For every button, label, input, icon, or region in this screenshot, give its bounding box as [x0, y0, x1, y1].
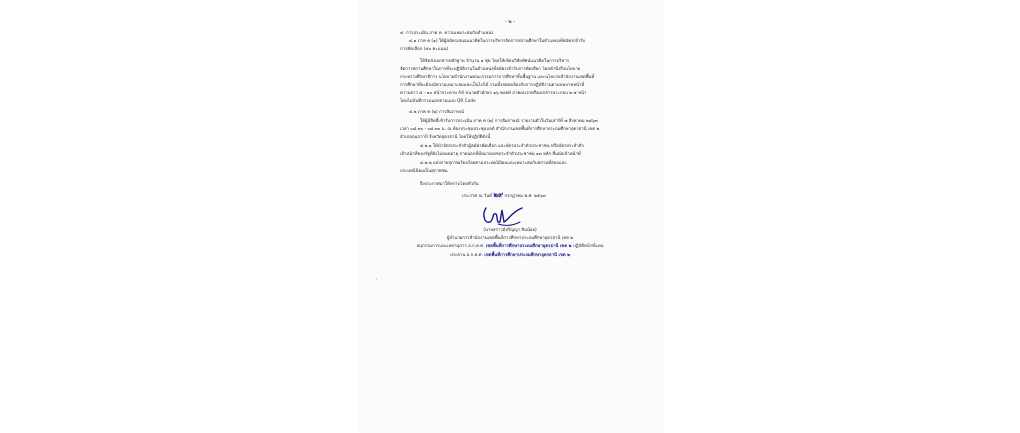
signer-title-2-suffix: ปฏิบัติหน้าที่แทน [572, 244, 604, 249]
item-4-2-1-line-a: ๔.๒.๑ ให้นำบัตรประจำตัวผู้สมัครคัดเลือก และบัตรประจำตัวประชาชน หรือบัตรประจำตัว [420, 144, 584, 149]
punch-mark: ʹ [376, 279, 378, 285]
item-4-2-1-line-b: เจ้าหน้าที่ของรัฐที่ยังไม่หมดอายุ ภายนอกที่มีหมายเลขประจำตัวประชาชน ๑๓ หลัก ยื่นต่อเจ้าหน้าที่ [400, 152, 581, 157]
signer-name: (นายสราวุธ์ปริญญา สินน้อย) [483, 228, 537, 233]
paragraph-1-line-c: กระทรวงศึกษาธิการ นโยบายสำนักงานคณะกรรมการการศึกษาขั้นพื้นฐาน และนโยบายสำนักงานเขตพื้นที่ [400, 75, 595, 80]
paragraph-1-line-d: การศึกษาที่จะต้องมีความเหมาะสมและเป็นไปได้ รวมทั้งสอดคล้องกับการปฏิบัติงานตามบทบาทหน้าที่ [400, 83, 585, 88]
page-number: - ๒ - [504, 19, 516, 25]
signer-title-3-prefix: ประธาน อ.ก.ค.ศ. [449, 253, 483, 258]
paragraph-2-line-c: อำเภอกุมภวาปี จังหวัดอุดรธานี โดยให้ปฏิบัติดังนี้ [400, 135, 491, 140]
signer-title-2 [400, 242, 620, 249]
paragraph-1-line-a: ให้จัดส่งเอกสารหลักฐาน จำนวน ๑ ชุด โดยให้เขียนวิสัยทัศน์แนวคิดในการบริหาร [420, 59, 570, 64]
item-4-2-2-line-a: ๔.๒.๒ แต่งกายสุภาพเรียบร้อยตามประเพณีนิยมและเหมาะสมกับสถานที่สอบและ [420, 161, 567, 166]
paragraph-2-line-b: เวลา ๐๘.๓๐ - ๐๘.๓๐ น. ณ ห้องประชุมประชุมบลต์ สำนักงานเขตพื้นที่การศึกษาประถมศึกษาอุดรธานี เขต ๒ [400, 127, 600, 132]
signer-title-3-main: เขตพื้นที่การศึกษาประถมศึกษาอุดรธานี เขต ๒ [484, 253, 571, 258]
signer-title-3 [410, 251, 610, 258]
date-prefix: ประกาศ ณ วันที่ [462, 194, 492, 199]
announcement-date [462, 190, 546, 201]
section-4-1-line-b: การคัดเลือก (๕๐ คะแนน) [400, 47, 449, 52]
handwritten-signature [478, 202, 526, 228]
closing-line: จึงประกาศมาให้ทราบโดยทั่วกัน [420, 182, 479, 187]
date-suffix: กรกฎาคม พ.ศ. ๒๕๖๓ [504, 194, 546, 199]
paragraph-1-line-b: จัดการสถานศึกษาในการที่จะปฏิบัติงานในตำแหน่งที่สมัครเข้ารับการคัดเลือก โดยคำนึงถึงนโยบาย [400, 67, 581, 72]
section-4-heading: ๔. การประเมิน ภาค ค. ความเหมาะสมกับตำแหน่ง [400, 31, 494, 36]
date-day: ๒๙ [493, 191, 504, 199]
signer-title-1: ผู้อำนวยการสำนักงานเขตพื้นที่การศึกษาประถมศึกษาอุดรธานี เขต ๒ [446, 236, 574, 241]
section-4-1-line-a: ๔.๑ ภาค ค (๑) ให้ผู้สมัครเสนอแนวคิดในการบริหารจัดการสถานศึกษาในตำแหน่งที่สมัครเข้ารับ [409, 39, 586, 44]
paragraph-1-line-f: โดยไม่บันทึกรวมนอกตามแบบ QR Code [400, 99, 476, 104]
section-4-2-heading: ๔.๒ ภาค ค (๒) การสัมภาษณ์ [409, 110, 464, 115]
signer-title-2-prefix: อนุกรรมการและเลขานุการ อ.ก.ค.ศ. [416, 244, 485, 249]
signer-title-2-main: เขตพื้นที่การศึกษาประถมศึกษาอุดรธานี เขต ๒ [485, 244, 572, 249]
item-4-2-2-line-b: ประเพณีนิยมเป็นสุภาพชน [400, 169, 448, 174]
paragraph-1-line-e: ความยาว ๕ - ๑๐ หน้ากระดาษ A4 ขนาดตัวอักษร ๑๖ พอยท์ ภาคผนวกหรือเอกสารประกอบ ๒-๕ หน้า [400, 91, 587, 96]
paragraph-2-line-a: ให้ผู้มีสิทธิ์เข้ารับการประเมิน ภาค ค (๒) การสัมภาษณ์ รายงานตัวในวันเสาร์ที่ ๗ สิงหาคม ๒๕๖๓ [420, 119, 598, 124]
